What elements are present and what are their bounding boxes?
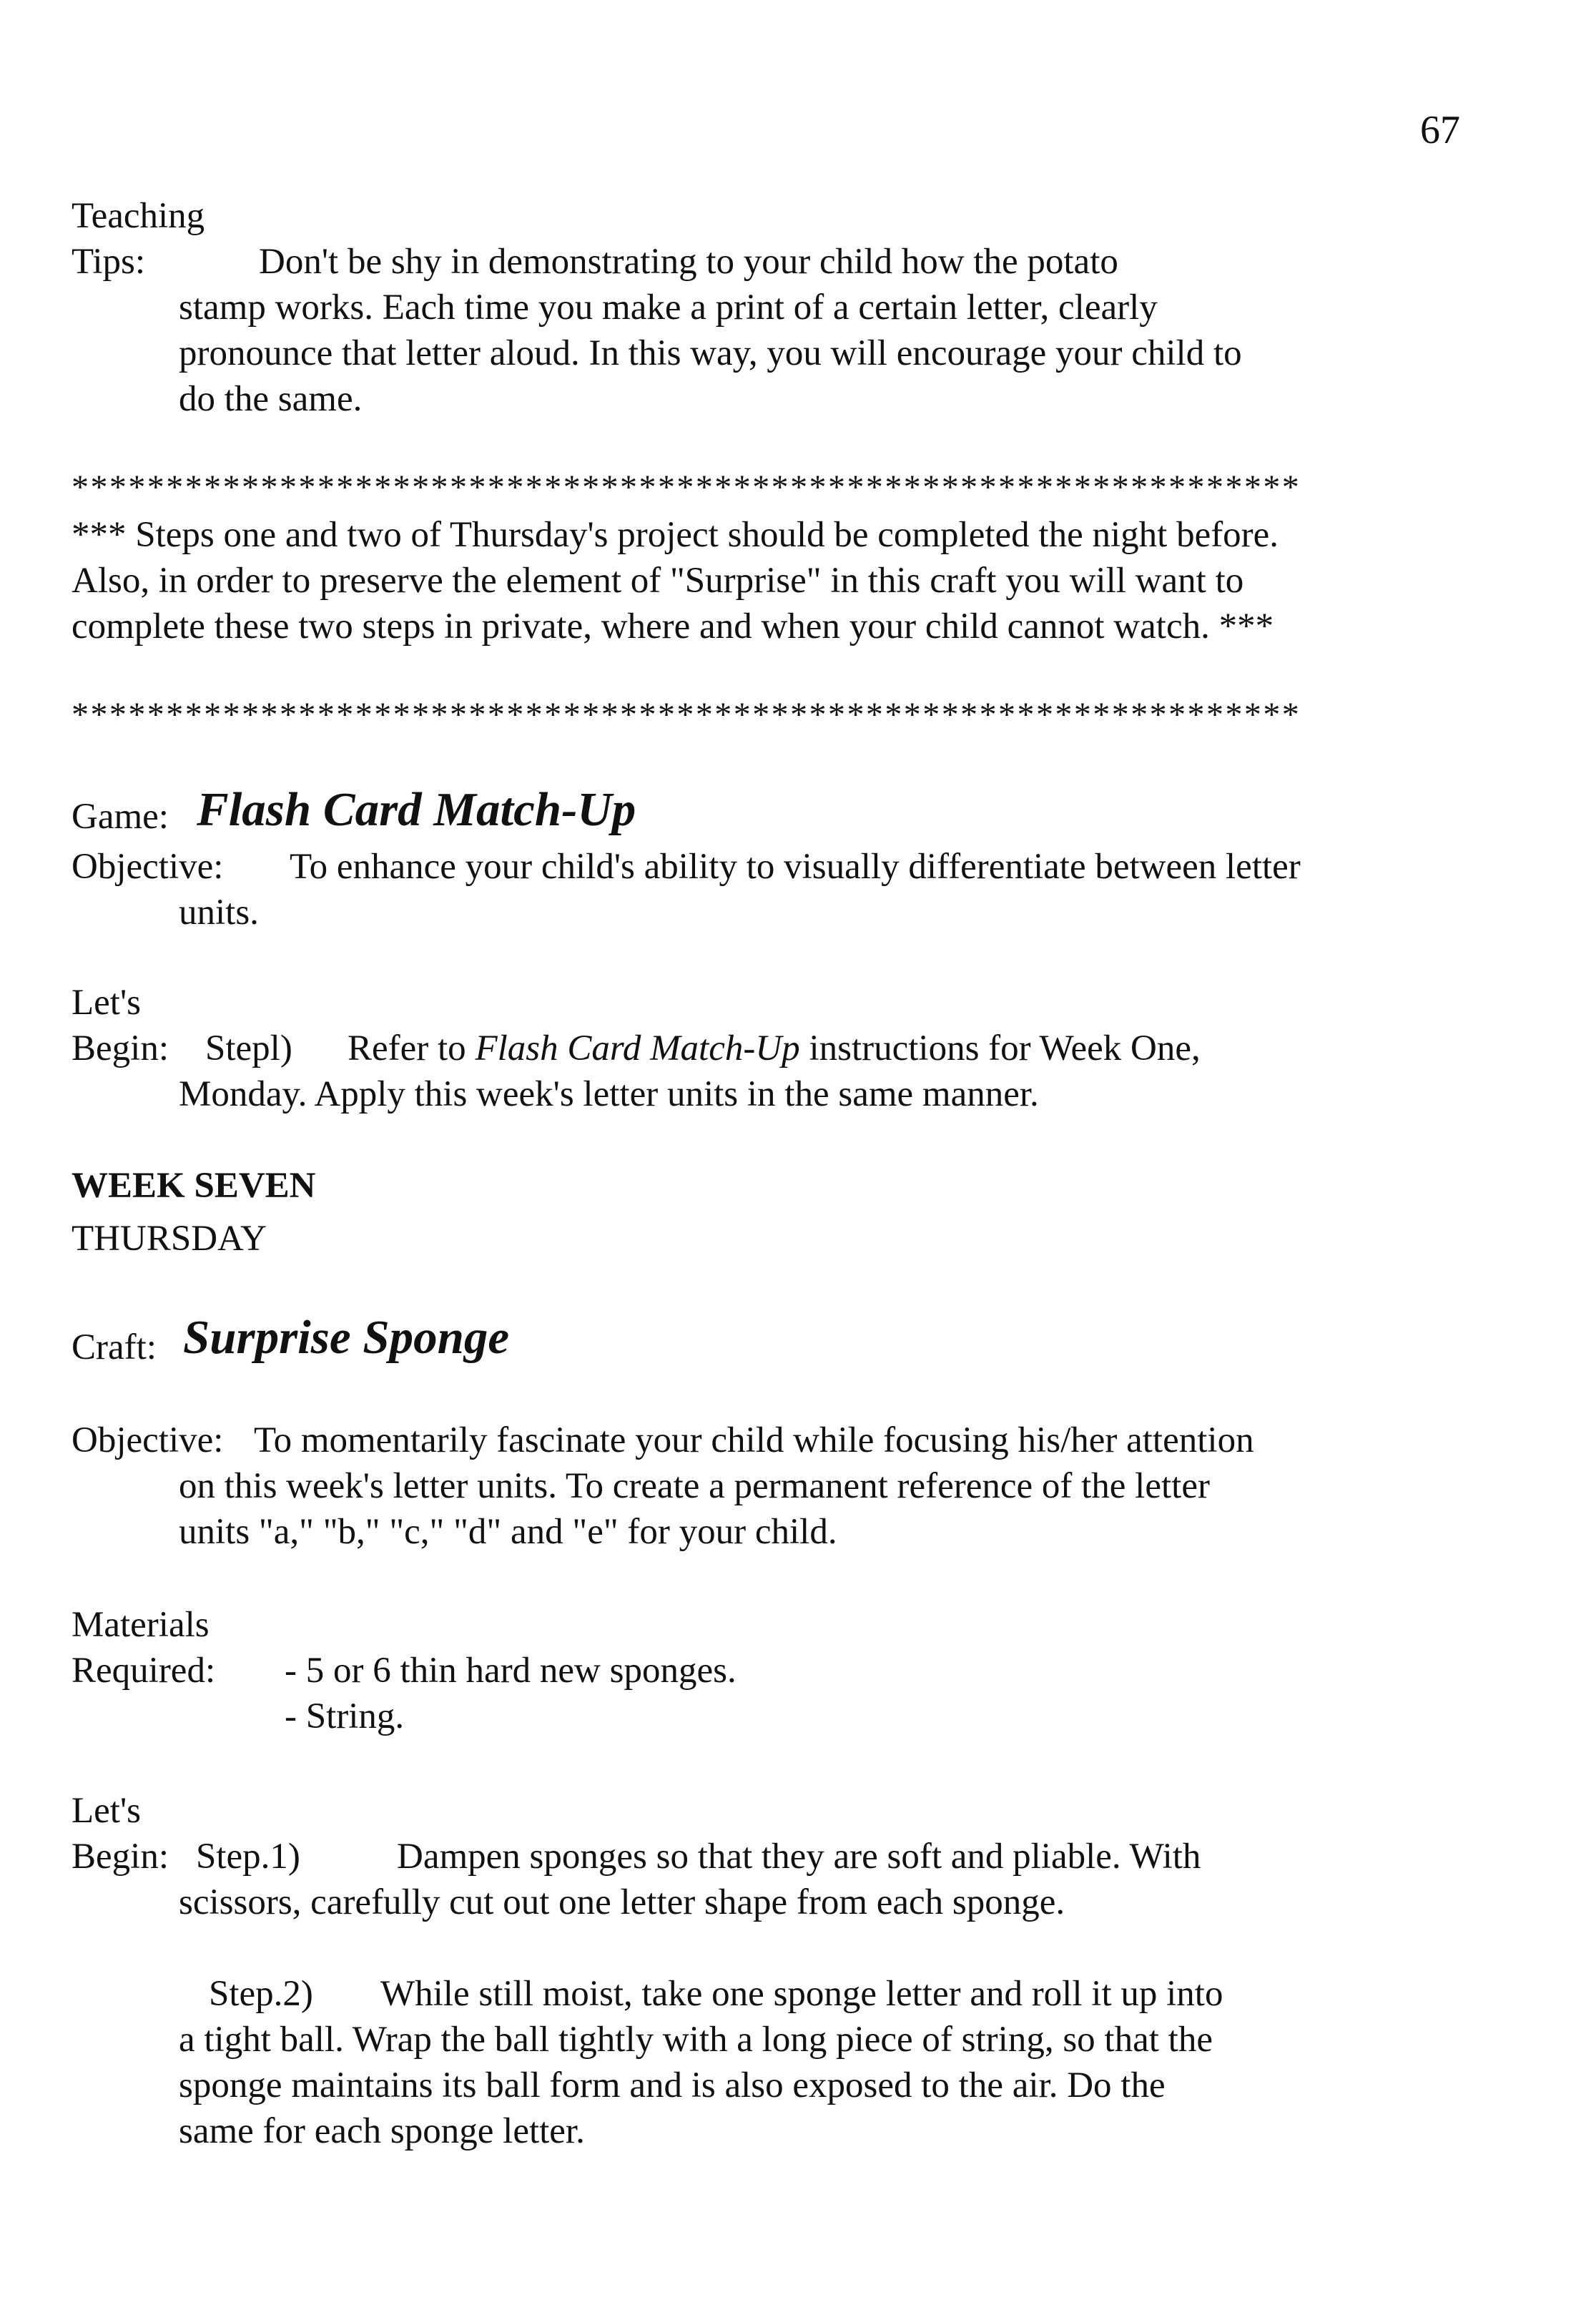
tips-line: pronounce that letter aloud. In this way, you will encourage your child to: [179, 333, 1242, 373]
materials-item: - String.: [285, 1696, 405, 1736]
game-label: Game:: [72, 797, 169, 837]
craft-objective-line: on this week's letter units. To create a permanent reference of the letter: [179, 1466, 1210, 1506]
step1-first: Dampen sponges so that they are soft and pliable. With: [397, 1837, 1201, 1877]
craft-label: Craft:: [72, 1327, 157, 1367]
asterisk-divider: *****************************************************************: [72, 696, 1301, 734]
game-step-post: instructions for Week One,: [809, 1028, 1201, 1068]
note-line: *** Steps one and two of Thursday's project should be completed the night before.: [72, 515, 1279, 555]
game-step-text: [348, 1026, 1201, 1071]
note-line: Also, in order to preserve the element of "Surprise" in this craft you will want to: [72, 561, 1244, 601]
tips-line: do the same.: [179, 379, 363, 419]
craft-begin-label-line1: Let's: [72, 1791, 141, 1831]
step1-label: Step.1): [196, 1837, 300, 1877]
game-objective-rest: units.: [179, 893, 259, 933]
week-heading: WEEK SEVEN: [72, 1166, 316, 1206]
craft-title: Surprise Sponge: [183, 1311, 510, 1364]
step2-line: same for each sponge letter.: [179, 2111, 585, 2151]
game-title: Flash Card Match-Up: [197, 783, 636, 836]
game-begin-label-line1: Let's: [72, 983, 141, 1023]
game-step-label: Stepl): [205, 1028, 292, 1068]
craft-objective-first: To momentarily fascinate your child while focusing his/her attention: [254, 1420, 1254, 1460]
step1-rest: scissors, carefully cut out one letter shape from each sponge.: [179, 1882, 1065, 1922]
tips-label-line1: Teaching: [72, 196, 205, 236]
game-begin-label-line2: Begin:: [72, 1028, 169, 1068]
note-line: complete these two steps in private, where and when your child cannot watch. ***: [72, 606, 1274, 647]
tips-first-line: Don't be shy in demonstrating to your child how the potato: [259, 242, 1118, 282]
materials-item: - 5 or 6 thin hard new sponges.: [285, 1651, 737, 1691]
game-step-italic: Flash Card Match-Up: [475, 1028, 800, 1068]
craft-objective-label: Objective:: [72, 1420, 224, 1460]
game-step-pre: Refer to: [348, 1028, 466, 1068]
page-number: 67: [1420, 108, 1460, 152]
game-step-rest: Monday. Apply this week's letter units in the same manner.: [179, 1074, 1039, 1114]
craft-begin-label-line2: Begin:: [72, 1837, 169, 1877]
step2-label: Step.2): [209, 1974, 313, 2014]
game-objective-label: Objective:: [72, 847, 224, 887]
materials-label-line1: Materials: [72, 1605, 210, 1645]
week-day: THURSDAY: [72, 1219, 267, 1259]
tips-line: stamp works. Each time you make a print of a certain letter, clearly: [179, 287, 1158, 328]
step2-line: sponge maintains its ball form and is also exposed to the air. Do the: [179, 2065, 1166, 2105]
step2-line: a tight ball. Wrap the ball tightly with a long piece of string, so that the: [179, 2020, 1213, 2060]
craft-objective-line: units "a," "b," "c," "d" and "e" for your child.: [179, 1512, 837, 1552]
step2-first: While still moist, take one sponge letter and roll it up into: [380, 1974, 1223, 2014]
tips-label-line2: Tips:: [72, 242, 146, 282]
game-objective-first: To enhance your child's ability to visually differentiate between letter: [290, 847, 1301, 887]
materials-label-line2: Required:: [72, 1651, 216, 1691]
asterisk-divider: *****************************************************************: [72, 468, 1301, 506]
